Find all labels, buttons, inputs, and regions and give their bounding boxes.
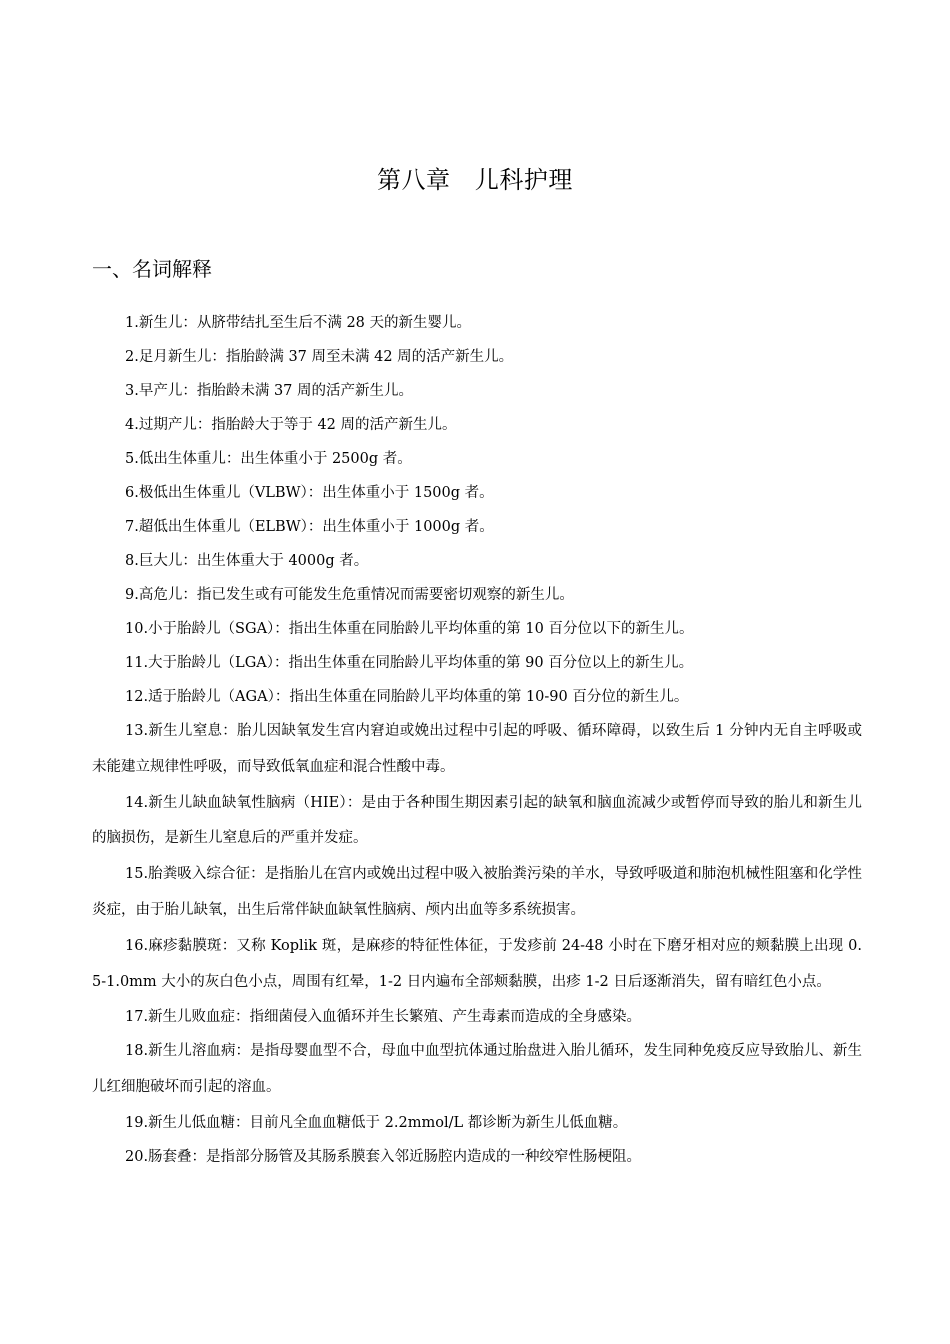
definition-item: 7.超低出生体重儿（ELBW）：出生体重小于 1000g 者。 [125, 519, 494, 535]
definition-item: 18.新生儿溶血病：是指母婴血型不合，母血中血型抗体通过胎盘进入胎儿循环，发生同种免疫反应导致胎儿、新生儿红细胞破坏而引起的溶血。 [92, 1043, 862, 1096]
definition-item: 12.适于胎龄儿（AGA）：指出生体重在同胎龄儿平均体重的第 10-90 百分位的新生儿。 [125, 689, 689, 705]
section-heading: 一、名词解释 [92, 257, 212, 281]
definition-item: 16.麻疹黏膜斑：又称 Koplik 斑，是麻疹的特征性体征，于发疹前 24-48 小时在下磨牙相对应的颊黏膜上出现 0.5-1.0mm 大小的灰白色小点，周围有红晕，1-2 日内遍布全部颊黏膜，出疹 1-2 日后逐渐消失，留有暗红色小点。 [92, 937, 862, 990]
definition-item: 15.胎粪吸入综合征：是指胎儿在宫内或娩出过程中吸入被胎粪污染的羊水，导致呼吸道和肺泡机械性阻塞和化学性炎症，由于胎儿缺氧，出生后常伴缺血缺氧性脑病、颅内出血等多系统损害。 [92, 866, 862, 918]
definition-item: 17.新生儿败血症：指细菌侵入血循环并生长繁殖、产生毒素而造成的全身感染。 [125, 1009, 642, 1026]
definition-list [92, 306, 862, 1174]
definition-item: 9.高危儿：指已发生或有可能发生危重情况而需要密切观察的新生儿。 [125, 587, 574, 603]
definition-item: 10.小于胎龄儿（SGA）：指出生体重在同胎龄儿平均体重的第 10 百分位以下的新生儿。 [125, 621, 694, 637]
definition-item: 13.新生儿窒息：胎儿因缺氧发生宫内窘迫或娩出过程中引起的呼吸、循环障碍，以致生后 1 分钟内无自主呼吸或未能建立规律性呼吸，而导致低氧血症和混合性酸中毒。 [92, 723, 862, 775]
chapter-title: 第八章 儿科护理 [377, 166, 573, 194]
definition-item: 11.大于胎龄儿（LGA）：指出生体重在同胎龄儿平均体重的第 90 百分位以上的新生儿。 [125, 655, 694, 671]
definition-item: 8.巨大儿：出生体重大于 4000g 者。 [125, 553, 369, 569]
definition-item: 19.新生儿低血糖：目前凡全血血糖低于 2.2mmol/L 都诊断为新生儿低血糖。 [125, 1114, 628, 1131]
definition-item: 20.肠套叠：是指部分肠管及其肠系膜套入邻近肠腔内造成的一种绞窄性肠梗阻。 [125, 1148, 642, 1165]
definition-item: 5.低出生体重儿：出生体重小于 2500g 者。 [125, 451, 412, 467]
definition-item: 4.过期产儿：指胎龄大于等于 42 周的活产新生儿。 [125, 417, 457, 433]
definition-item: 14.新生儿缺血缺氧性脑病（HIE）：是由于各种围生期因素引起的缺氧和脑血流减少或暂停而导致的胎儿和新生儿的脑损伤，是新生儿窒息后的严重并发症。 [92, 794, 862, 847]
definition-item: 2.足月新生儿：指胎龄满 37 周至未满 42 周的活产新生儿。 [125, 349, 514, 365]
definition-item: 6.极低出生体重儿（VLBW）：出生体重小于 1500g 者。 [125, 485, 494, 501]
definition-item: 3.早产儿：指胎龄未满 37 周的活产新生儿。 [125, 383, 414, 399]
definition-item: 1.新生儿：从脐带结扎至生后不满 28 天的新生婴儿。 [125, 315, 472, 331]
